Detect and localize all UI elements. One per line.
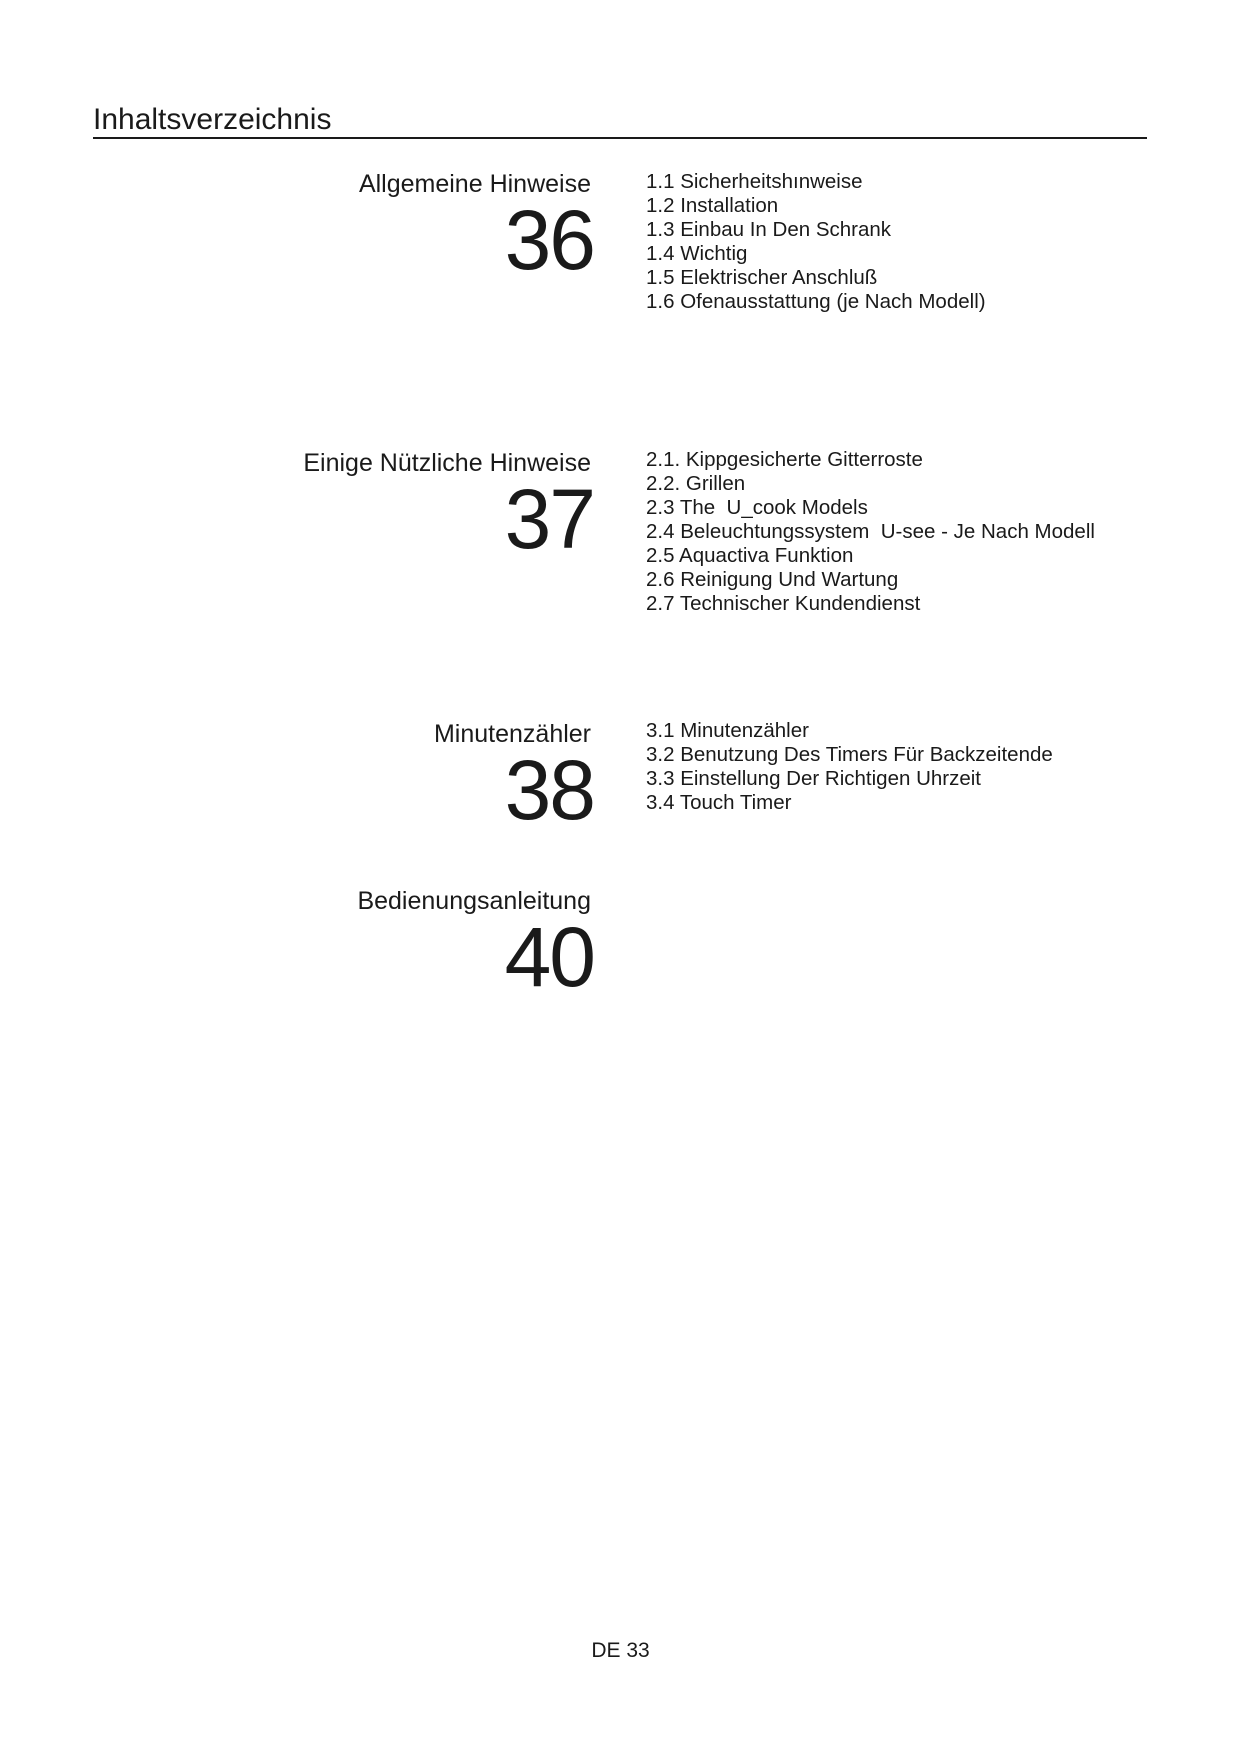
toc-entry[interactable]: 3.3 Einstellung Der Richtigen Uhrzeit [646,767,981,790]
toc-entry[interactable]: 1.3 Einbau In Den Schrank [646,218,892,241]
toc-entry[interactable]: 1.2 Installation [646,194,779,217]
toc-entry[interactable]: 2.3 The U_cook Models [646,496,868,519]
page-title: Inhaltsverzeichnis [93,103,332,136]
subsection-list [646,448,1095,616]
toc-entry[interactable]: 1.1 Sicherheitshınweise [646,170,863,193]
toc-entry[interactable]: 2.5 Aquactiva Funktion [646,544,854,567]
subsection-list [646,170,986,314]
title-divider [93,137,1147,139]
toc-entry[interactable]: 3.2 Benutzung Des Timers Für Backzeitende [646,743,1053,766]
toc-entry[interactable]: 1.4 Wichtig [646,242,748,265]
section-heading[interactable]: Bedienungsanleitung [357,887,591,915]
toc-entry[interactable]: 2.7 Technischer Kundendienst [646,592,921,615]
section-heading[interactable]: Allgemeine Hinweise [358,170,591,198]
section-page-number[interactable]: 36 [504,193,594,287]
page-footer: DE 33 [591,1639,650,1662]
subsection-list [646,719,1053,815]
toc-entry[interactable]: 2.6 Reinigung Und Wartung [646,568,899,591]
toc-entry[interactable]: 1.6 Ofenausstattung (je Nach Modell) [646,290,986,313]
toc-entry[interactable]: 2.1. Kippgesicherte Gitterroste [646,448,923,471]
toc-entry[interactable]: 2.2. Grillen [646,472,746,495]
section-page-number[interactable]: 38 [504,743,594,837]
section-page-number[interactable]: 37 [504,472,594,566]
toc-entry[interactable]: 3.4 Touch Timer [646,791,792,814]
section-heading[interactable]: Einige Nützliche Hinweise [303,449,591,477]
section-heading[interactable]: Minutenzähler [433,720,591,748]
toc-entry[interactable]: 1.5 Elektrischer Anschluß [646,266,878,289]
toc-entry[interactable]: 2.4 Beleuchtungssystem U-see - Je Nach Modell [646,520,1095,543]
section-page-number[interactable]: 40 [504,910,594,1004]
toc-entry[interactable]: 3.1 Minutenzähler [646,719,809,742]
